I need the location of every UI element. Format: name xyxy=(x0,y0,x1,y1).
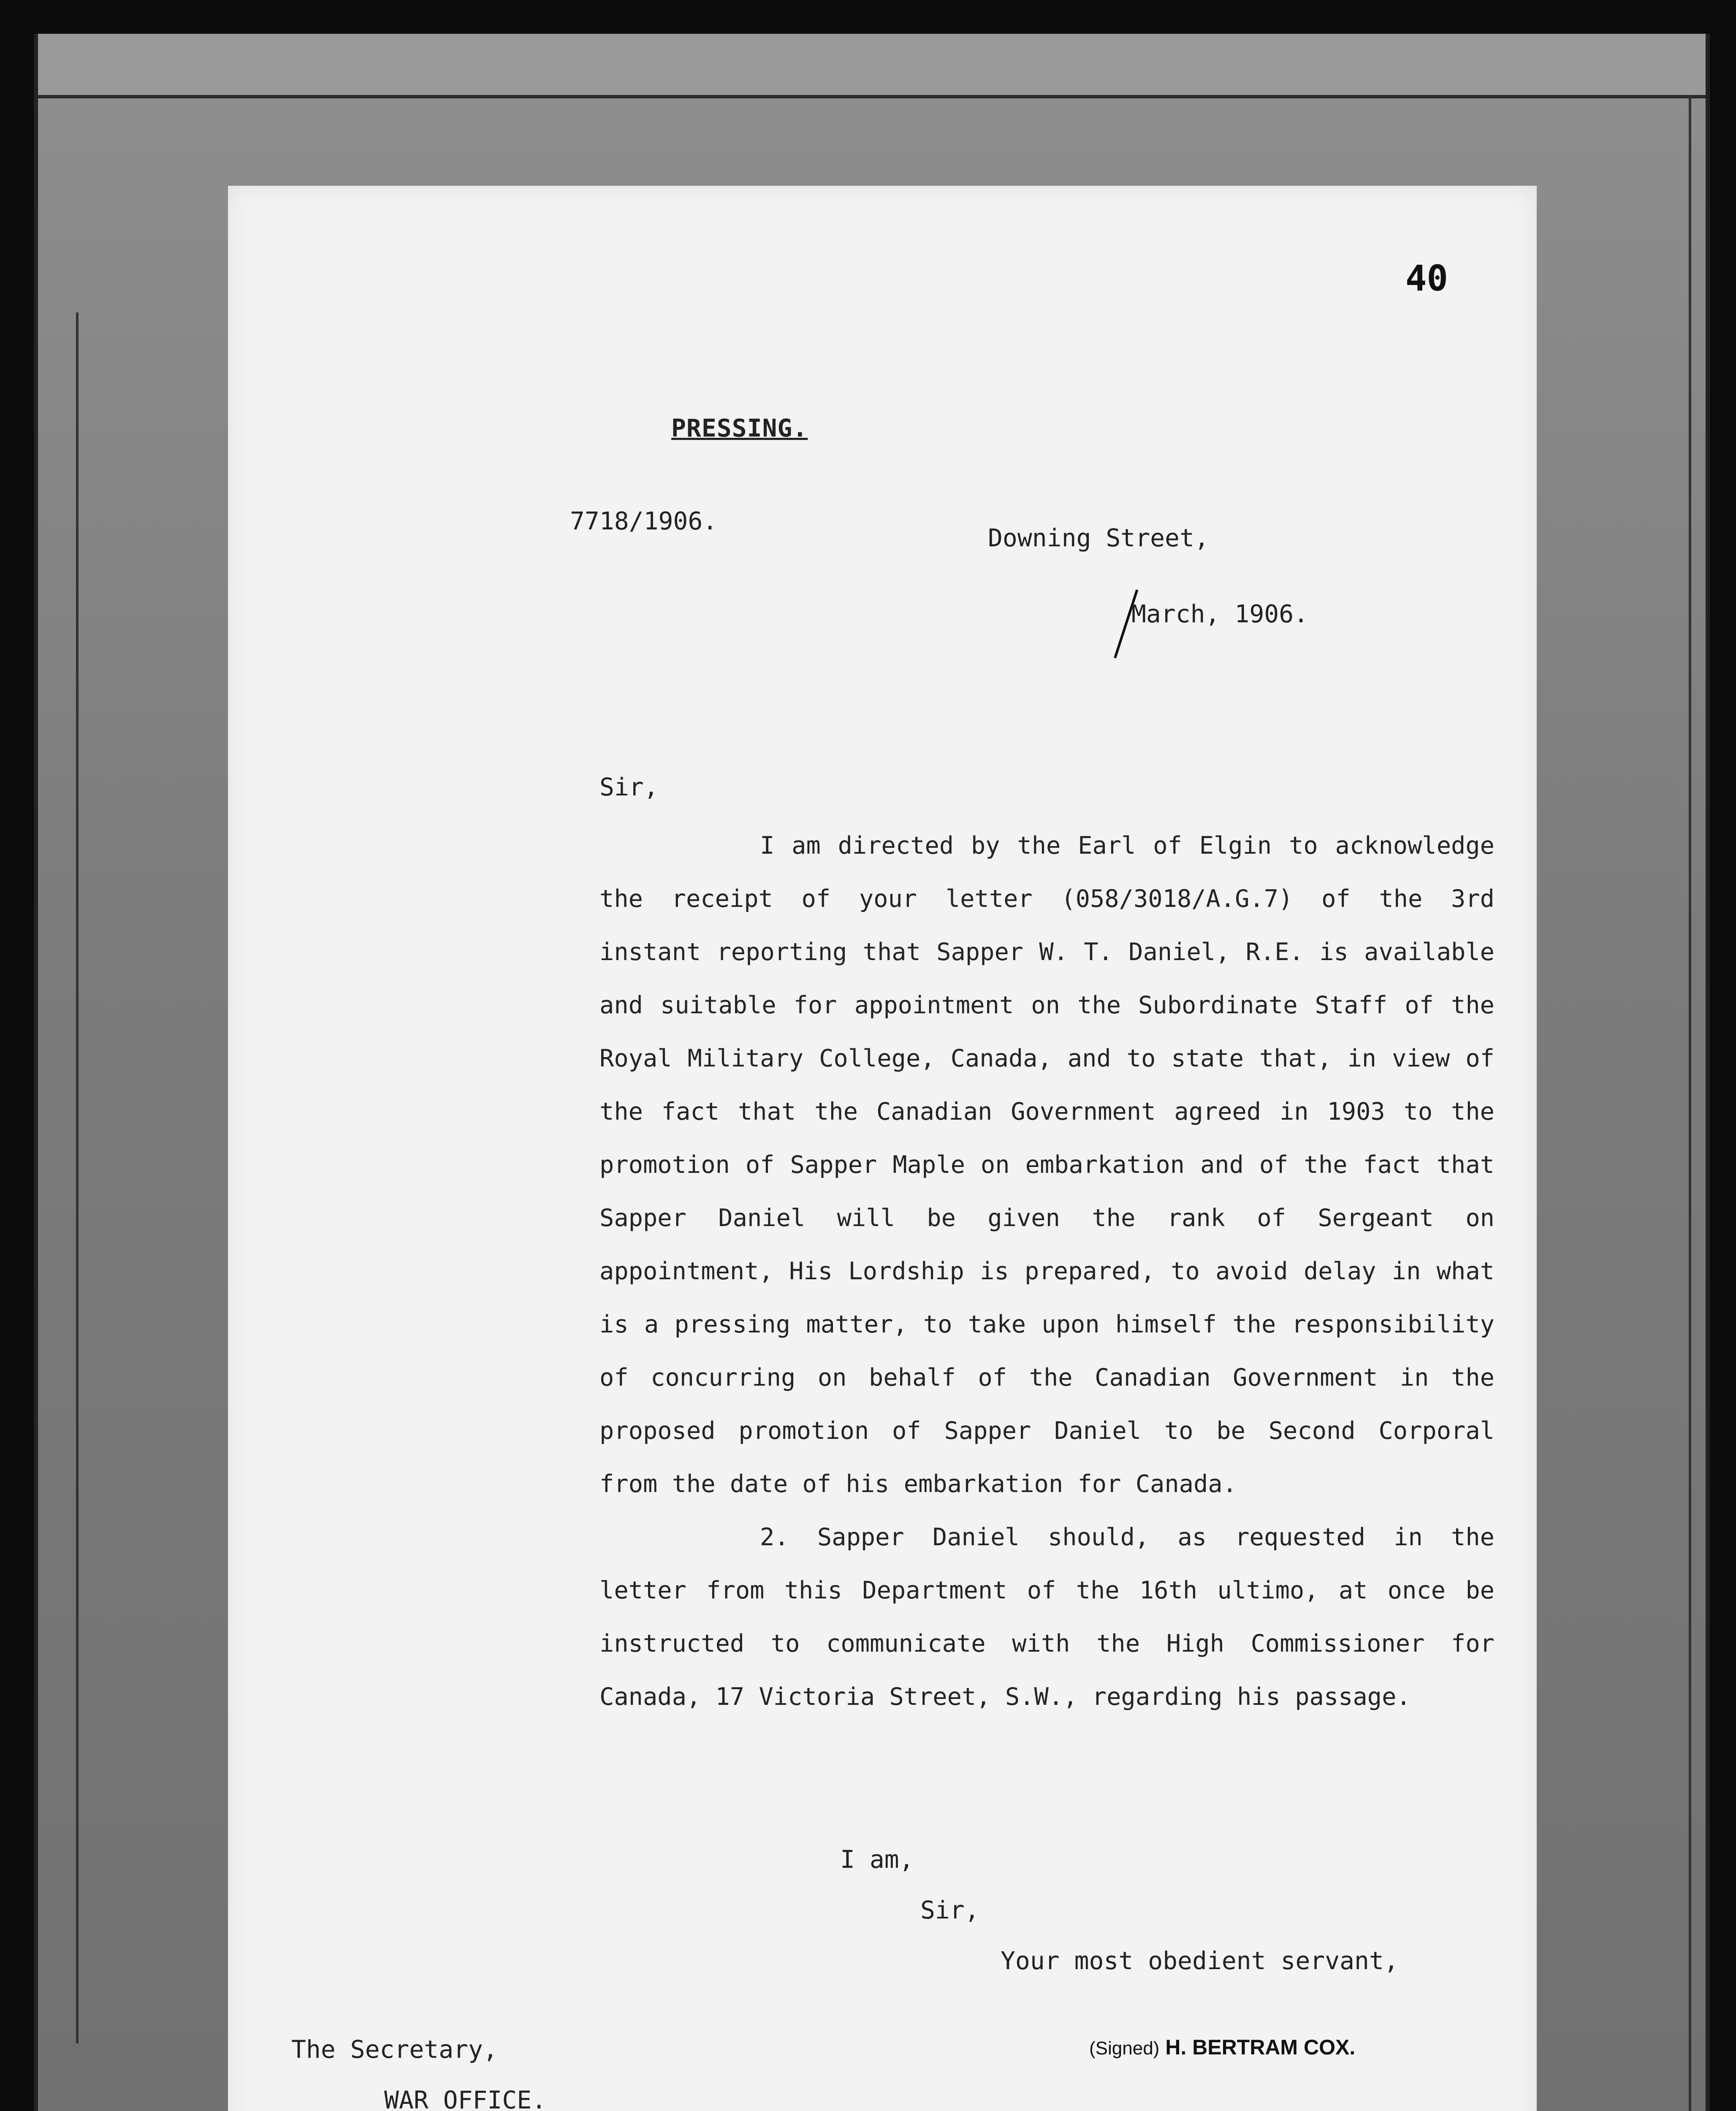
signature-block xyxy=(1089,2035,1355,2059)
addressee-line-2: WAR OFFICE. xyxy=(384,2086,547,2111)
signature-name: H. BERTRAM COX. xyxy=(1165,2035,1356,2059)
frame-right-edge xyxy=(1706,34,1710,2111)
salutation: Sir, xyxy=(599,773,659,801)
paragraph-2: 2. Sapper Daniel should, as requested in the letter from this Department of the 16th ultimo, at once be instructed to communicate with the High Commissioner for Canada, 17 Victoria Street, S.W., regarding his passage. xyxy=(599,1523,1495,1711)
paragraph-1: I am directed by the Earl of Elgin to acknowledge the receipt of your letter (058/3018/A.G.7) of the 3rd instant reporting that Sapper W. T. Daniel, R.E. is available and suitable for appointment on the Subordinate Staff of the Royal Military College, Canada, and to state that, in view of the fact that the Canadian Government agreed in 1903 to the promotion of Sapper Maple on embarkation and of the fact that Sapper Daniel will be given the rank of Sergeant on appointment, His Lordship is prepared, to avoid delay in what is a pressing matter, to take upon himself the responsibility of concurring on behalf of the Canadian Government in the proposed promotion of Sapper Daniel to be Second Corporal from the date of his embarkation for Canada. xyxy=(599,832,1495,1498)
page-number: 40 xyxy=(1405,258,1448,299)
addressee-line-1: The Secretary, xyxy=(291,2035,498,2064)
closing-line-2: Sir, xyxy=(920,1896,979,1924)
frame-top-bar xyxy=(34,34,1710,98)
frame-left-edge xyxy=(34,34,38,2111)
closing-line-3: Your most obedient servant, xyxy=(1001,1946,1399,1975)
letter-body xyxy=(599,819,1495,1723)
letter-page xyxy=(228,186,1537,2111)
letter-heading: PRESSING. xyxy=(671,414,808,442)
sender-address: Downing Street, xyxy=(988,524,1209,552)
frame-left-rule xyxy=(76,312,79,2043)
letter-date: March, 1906. xyxy=(1131,600,1309,628)
reference-number: 7718/1906. xyxy=(570,507,718,535)
closing-line-1: I am, xyxy=(840,1845,914,1874)
signature-prefix: (Signed) xyxy=(1089,2038,1160,2059)
frame-inner-rule xyxy=(1689,95,1691,2111)
